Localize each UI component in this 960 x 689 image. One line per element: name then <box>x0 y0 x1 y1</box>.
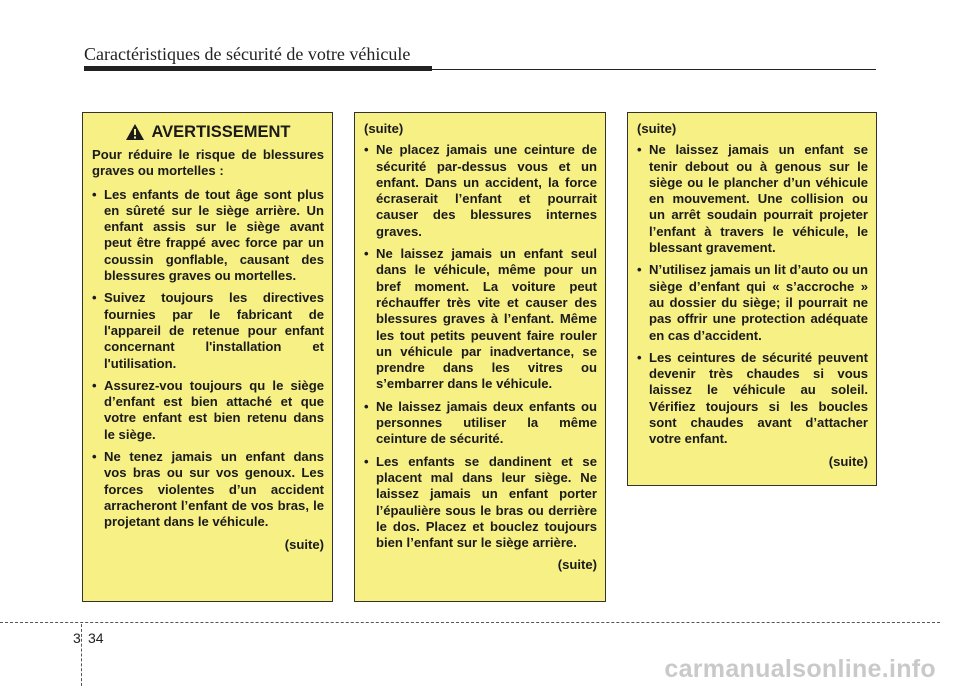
warning-intro: Pour réduire le risque de blessures graves ou mortelles : <box>92 147 324 179</box>
header-rule-thick <box>84 66 432 71</box>
warning-item-1: • Les enfants de tout âge sont plus en sûreté sur le siège arrière. Un enfant assis sur le siège avant peut être frappé avec force par un coussin gonflable, causant des blessures graves ou mortelles. <box>92 187 324 285</box>
watermark: carmanualsonline.info <box>664 655 936 683</box>
page-number: 34 <box>88 630 104 646</box>
warning-item-6: • Ne laissez jamais un enfant seul dans le véhicule, même pour un bref moment. La voiture peut réchauffer très vite et causer des blessures graves à l’enfant. Même les tout petits peuvent faire rouler un véhicule par inadvertance, se prendre dans les vitres ou s’embarrer dans le véhicule. <box>364 246 597 393</box>
warning-list-2 <box>364 142 597 551</box>
warning-item-10: • N’utilisez jamais un lit d’auto ou un siège d’enfant qui « s’accroche » au dossier du siège; il pourrait ne pas offrir une protection adéquate en cas d’accident. <box>637 262 868 343</box>
warning-box-continued-1 <box>354 112 606 602</box>
warning-item-2: • Suivez toujours les directives fournies par le fabricant de l'appareil de retenue pour enfant concernant l'installation et l'utilisation. <box>92 290 324 371</box>
page-header-title: Caractéristiques de sécurité de votre véhicule <box>84 44 411 64</box>
warning-triangle-icon <box>125 123 145 141</box>
warning-item-9: • Ne laissez jamais un enfant se tenir debout ou à genous sur le siège ou le plancher d’un véhicule en mouvement. Une collision ou un arrêt soudain pourrait projeter l’enfant à travers le véhicule, le blessant gravement. <box>637 142 868 256</box>
warning-box <box>82 112 333 602</box>
warning-list <box>92 187 324 531</box>
warning-item-3: • Assurez-vou toujours qu le siège d’enfant est bien attaché et que votre enfant est bien retenu dans le siège. <box>92 378 324 443</box>
warning-title: AVERTISSEMENT <box>151 122 291 141</box>
warning-item-4: • Ne tenez jamais un enfant dans vos bras ou sur vos genoux. Les forces violentes d’un accident arracheront l’enfant de vos bras, le projetant dans le véhicule. <box>92 449 324 530</box>
continued-label: (suite) <box>828 453 868 469</box>
footer-divider <box>0 622 940 623</box>
warning-item-11: • Les ceintures de sécurité peuvent devenir très chaudes si vous laissez le véhicule au soleil. Vérifiez toujours si les boucles sont chaudes avant d’attacher votre enfant. <box>637 350 868 448</box>
continued-header: (suite) <box>637 121 677 136</box>
continued-header: (suite) <box>364 121 404 136</box>
warning-header <box>92 123 324 141</box>
continued-label: (suite) <box>557 557 597 573</box>
warning-item-7: • Ne laissez jamais deux enfants ou personnes utiliser la même ceinture de sécurité. <box>364 399 597 448</box>
footer-vertical-divider <box>81 624 82 686</box>
warning-item-5: • Ne placez jamais une ceinture de sécurité par-dessus vous et un enfant. Dans un accident, la force écraserait l’enfant et pourrait causer des blessures internes graves. <box>364 142 597 240</box>
warning-list-3 <box>637 142 868 447</box>
header-rule-thin <box>432 69 876 70</box>
warning-item-8: • Les enfants se dandinent et se placent mal dans leur siège. Ne laissez jamais un enfant porter l’épaulière sous le bras ou derrière le dos. Placez et bouclez toujours bien l’enfant sur le siège arrière. <box>364 454 597 552</box>
continued-label: (suite) <box>284 536 324 552</box>
warning-box-continued-2 <box>627 112 877 486</box>
chapter-number: 3 <box>73 630 81 646</box>
